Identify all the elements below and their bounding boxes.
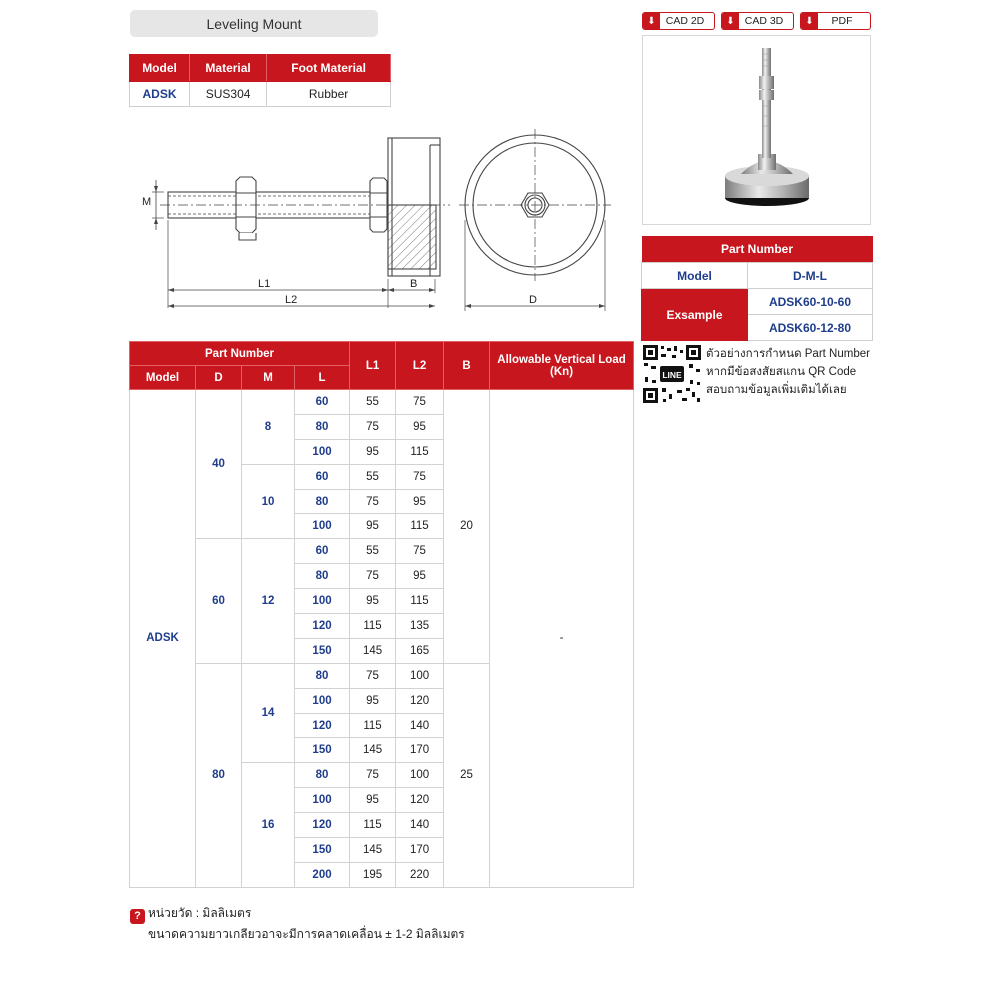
spec-header-model: Model <box>130 55 190 82</box>
cell-b: 25 <box>444 663 490 887</box>
cell-model: ADSK <box>130 390 196 888</box>
spec-header-material: Material <box>190 55 267 82</box>
cell-l1: 75 <box>350 564 396 589</box>
header-part-number: Part Number <box>130 342 350 366</box>
cad-3d-button[interactable] <box>721 12 794 30</box>
spec-foot-material: Rubber <box>267 82 391 107</box>
cell-l1: 75 <box>350 663 396 688</box>
qr-instructions <box>706 345 870 399</box>
cell-l1: 115 <box>350 813 396 838</box>
dim-l2-label: L2 <box>285 294 298 306</box>
cell-l: 80 <box>295 564 350 589</box>
part-number-title: Part Number <box>642 236 873 263</box>
page-title: Leveling Mount <box>130 10 378 37</box>
cell-l1: 95 <box>350 788 396 813</box>
cell-l1: 95 <box>350 688 396 713</box>
cell-l1: 95 <box>350 589 396 614</box>
cell-l2: 75 <box>396 539 444 564</box>
part-number-header-row <box>642 236 873 263</box>
cell-l2: 220 <box>396 862 444 887</box>
cell-l2: 100 <box>396 663 444 688</box>
product-photo-frame <box>642 35 871 225</box>
cell-l: 100 <box>295 688 350 713</box>
cell-l: 120 <box>295 713 350 738</box>
cell-d: 40 <box>196 390 242 539</box>
cell-l: 80 <box>295 663 350 688</box>
cell-l: 100 <box>295 589 350 614</box>
note-unit: หน่วยวัด : มิลลิเมตร <box>148 906 252 920</box>
cell-l: 200 <box>295 862 350 887</box>
cell-l2: 75 <box>396 390 444 415</box>
part-number-model-value: D-M-L <box>748 263 873 289</box>
cell-l2: 115 <box>396 589 444 614</box>
cad-2d-button[interactable] <box>642 12 715 30</box>
spec-header-row <box>130 55 391 82</box>
dim-b-label: B <box>410 278 418 290</box>
cell-l: 80 <box>295 489 350 514</box>
part-number-table <box>641 236 873 341</box>
cad-3d-label: CAD 3D <box>744 15 784 27</box>
cell-l2: 120 <box>396 788 444 813</box>
cell-l2: 170 <box>396 838 444 863</box>
cell-m: 8 <box>242 390 295 465</box>
qr-line-1: ตัวอย่างการกำหนด Part Number <box>706 348 870 360</box>
cell-l: 150 <box>295 638 350 663</box>
cell-l: 100 <box>295 514 350 539</box>
cell-l: 100 <box>295 439 350 464</box>
cell-l1: 75 <box>350 763 396 788</box>
cell-l1: 115 <box>350 713 396 738</box>
header-b: B <box>444 342 490 390</box>
cell-l2: 95 <box>396 564 444 589</box>
cell-l: 150 <box>295 838 350 863</box>
table-row <box>130 390 634 415</box>
cell-l2: 170 <box>396 738 444 763</box>
cell-l2: 165 <box>396 638 444 663</box>
download-icon: ⬇ <box>801 13 818 29</box>
cell-l2: 140 <box>396 713 444 738</box>
dim-m-label: M <box>142 196 152 208</box>
cell-l2: 95 <box>396 489 444 514</box>
cell-load: - <box>490 390 634 888</box>
dim-l1-label: L1 <box>258 278 271 290</box>
cell-l1: 145 <box>350 838 396 863</box>
pdf-button[interactable] <box>800 12 871 30</box>
cell-m: 10 <box>242 464 295 539</box>
dim-d-label: D <box>529 294 537 306</box>
cell-m: 14 <box>242 663 295 763</box>
part-number-example-row <box>642 289 873 315</box>
cell-l2: 95 <box>396 414 444 439</box>
question-icon: ? <box>130 909 145 924</box>
cell-l1: 95 <box>350 439 396 464</box>
qr-line-2: หากมีข้อสงสัยสแกน QR Code <box>706 366 857 378</box>
header-m: M <box>242 366 295 390</box>
notes <box>130 903 465 944</box>
note-tolerance: ขนาดความยาวเกลียวอาจะมีการคลาดเคลื่อน ± 1-2 มิลลิเมตร <box>148 927 465 941</box>
cell-l1: 55 <box>350 390 396 415</box>
part-number-example-1: ADSK60-10-60 <box>748 289 873 315</box>
cell-l: 100 <box>295 788 350 813</box>
cell-l: 150 <box>295 738 350 763</box>
part-number-model-label: Model <box>642 263 748 289</box>
download-icon: ⬇ <box>643 13 660 29</box>
header-d: D <box>196 366 242 390</box>
spec-table <box>129 54 391 107</box>
cell-l2: 135 <box>396 614 444 639</box>
line-badge-label: LINE <box>662 370 682 380</box>
cell-l2: 75 <box>396 464 444 489</box>
qr-line-3: สอบถามข้อมูลเพิ่มเติมได้เลย <box>706 384 847 396</box>
part-number-model-row <box>642 263 873 289</box>
qr-code[interactable] <box>642 344 702 404</box>
cell-l1: 75 <box>350 414 396 439</box>
product-photo <box>643 36 870 224</box>
cell-l: 60 <box>295 390 350 415</box>
pdf-label: PDF <box>831 15 853 27</box>
technical-drawing <box>130 125 620 325</box>
cell-l: 120 <box>295 813 350 838</box>
cell-l: 80 <box>295 414 350 439</box>
download-icon: ⬇ <box>722 13 739 29</box>
cell-l1: 145 <box>350 738 396 763</box>
cell-l2: 140 <box>396 813 444 838</box>
spec-row <box>130 82 391 107</box>
cell-b: 20 <box>444 390 490 664</box>
cell-l1: 75 <box>350 489 396 514</box>
cell-m: 12 <box>242 539 295 663</box>
base-section-hatch <box>388 205 436 269</box>
cell-l: 120 <box>295 614 350 639</box>
cell-l: 80 <box>295 763 350 788</box>
part-number-example-label: Exsample <box>642 289 748 341</box>
cell-l1: 95 <box>350 514 396 539</box>
cell-l1: 55 <box>350 539 396 564</box>
table-header-row <box>130 342 634 366</box>
spec-model: ADSK <box>130 82 190 107</box>
cell-l2: 120 <box>396 688 444 713</box>
cell-m: 16 <box>242 763 295 887</box>
cell-l2: 115 <box>396 439 444 464</box>
cell-d: 60 <box>196 539 242 663</box>
dimension-table-body <box>130 390 634 888</box>
cad-2d-label: CAD 2D <box>665 15 705 27</box>
header-load: Allowable Vertical Load (Kn) <box>490 342 634 390</box>
cell-d: 80 <box>196 663 242 887</box>
header-model: Model <box>130 366 196 390</box>
spec-header-foot-material: Foot Material <box>267 55 391 82</box>
note-unit-line <box>130 903 465 924</box>
header-l2: L2 <box>396 342 444 390</box>
cell-l1: 115 <box>350 614 396 639</box>
cell-l: 60 <box>295 539 350 564</box>
cell-l1: 195 <box>350 862 396 887</box>
header-l1: L1 <box>350 342 396 390</box>
cell-l: 60 <box>295 464 350 489</box>
cell-l2: 100 <box>396 763 444 788</box>
dimension-table <box>129 341 634 888</box>
cell-l1: 55 <box>350 464 396 489</box>
part-number-example-2: ADSK60-12-80 <box>748 315 873 341</box>
header-l: L <box>295 366 350 390</box>
cell-l1: 145 <box>350 638 396 663</box>
spec-material: SUS304 <box>190 82 267 107</box>
cell-l2: 115 <box>396 514 444 539</box>
